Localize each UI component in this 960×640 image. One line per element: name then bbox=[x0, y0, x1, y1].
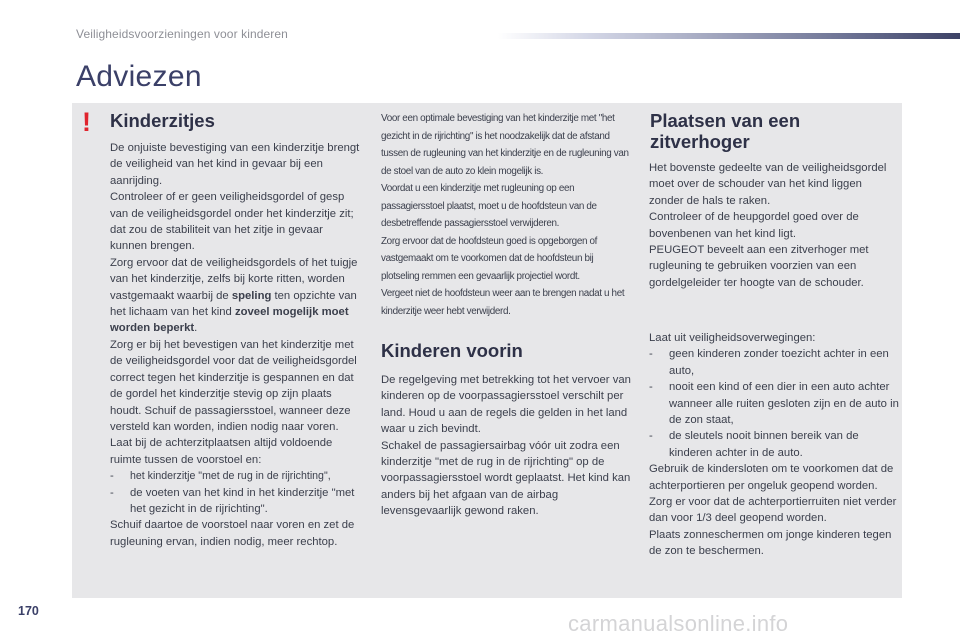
zitverhoger-column bbox=[649, 160, 899, 291]
kinderzitjes-heading: Kinderzitjes bbox=[110, 110, 215, 131]
kinderzitjes-column bbox=[110, 140, 360, 550]
kinderen-voorin-text bbox=[381, 372, 631, 520]
paragraph: Zorg er voor dat de achterportierruiten niet verder dan voor 1/3 deel geopend worden. bbox=[649, 496, 897, 525]
paragraph: Voordat u een kinderzitje met rugleuning op een passagiersstoel plaatst, moet u de hoofdsteun van de desbetreffende passagiersstoel verwijderen. bbox=[381, 183, 597, 229]
paragraph: Controleer of er geen veiligheidsgordel of gesp van de veiligheidsgordel onder het kinderzitje zit; dat zou de stabiliteit van het zitje in gevaar kunnen brengen. bbox=[110, 191, 354, 253]
paragraph: PEUGEOT beveelt aan een zitverhoger met rugleuning te gebruiken voorzien van een gordelgeleider ter hoogte van de schouder. bbox=[649, 244, 869, 289]
list-item: - de voeten van het kind in het kinderzitje "met het gezicht in de rijrichting". bbox=[110, 486, 355, 515]
paragraph: Gebruik de kindersloten om te voorkomen dat de achterportieren per ongeluk geopend worden. bbox=[649, 463, 894, 492]
list-item: - nooit een kind of een dier in een auto achter wanneer alle ruiten gesloten zijn en de auto in de zon staat, bbox=[649, 381, 899, 427]
list-item: - het kinderzitje "met de rug in de rijrichting", bbox=[110, 470, 331, 483]
paragraph: Schakel de passagiersairbag vóór uit zodra een kinderzitje "met de rug in de rijrichting" op de voorpassagiersstoel wordt geplaatst. Het kind kan anders bij het afgaan van de airbag levensgevaarlijk gewond raken. bbox=[381, 439, 631, 518]
zitverhoger-heading: Plaatsen van een zitverhoger bbox=[650, 110, 801, 152]
page-title: Adviezen bbox=[76, 60, 202, 93]
safety-column bbox=[649, 330, 899, 560]
bold-text: zoveel mogelijk moet worden beperkt bbox=[110, 306, 349, 335]
paragraph: Zorg er bij het bevestigen van het kinderzitje met de veiligheidsgordel voor dat de veiligheidsgordel correct tegen het kinderzitje is gespannen en dat de gordel het kinderzitje stevig op zijn plaats houdt. Schuif de passagiersstoel, wanneer deze versteld kan worden, indien nodig naar voren. bbox=[110, 338, 357, 433]
paragraph: Vergeet niet de hoofdsteun weer aan te brengen nadat u het kinderzitje weer hebt verwijderd. bbox=[381, 288, 625, 317]
paragraph: Laat uit veiligheidsoverwegingen: bbox=[649, 332, 816, 344]
section-header-title: Veiligheidsvoorzieningen voor kinderen bbox=[76, 27, 288, 41]
header-gradient-bar bbox=[498, 33, 960, 39]
paragraph: Schuif daartoe de voorstoel naar voren en zet de rugleuning ervan, indien nodig, meer rechtop. bbox=[110, 519, 355, 548]
paragraph: Zorg ervoor dat de hoofdsteun goed is opgeborgen of vastgemaakt om te voorkomen dat de hoofdsteun bij plotseling remmen een gevaarlijk projectiel wordt. bbox=[381, 235, 598, 282]
page-number: 170 bbox=[18, 604, 39, 618]
warning-icon: ! bbox=[82, 107, 91, 137]
paragraph: Controleer of de heupgordel goed over de bovenbenen van het kind ligt. bbox=[649, 211, 859, 240]
paragraph: Plaats zonneschermen om jonge kinderen tegen de zon te beschermen. bbox=[649, 528, 892, 558]
paragraph: Voor een optimale bevestiging van het kinderzitje met "het gezicht in de rijrichting" is het noodzakelijk dat de afstand tussen de rugleuning van het kinderzitje en de rugleuning van de stoel van de auto zo klein mogelijk is. bbox=[381, 113, 629, 177]
watermark: carmanualsonline.info bbox=[568, 611, 789, 636]
paragraph: Zorg ervoor dat de veiligheidsgordels of het tuigje van het kinderzitje, zelfs bij korte ritten, worden vastgemaakt waarbij de speling ten opzichte van het lichaam van het kind zoveel mogelijk moet worden beperkt. bbox=[110, 256, 358, 335]
paragraph: Het bovenste gedeelte van de veiligheidsgordel moet over de schouder van het kind liggen zonder de hals te raken. bbox=[649, 162, 887, 207]
paragraph: De regelgeving met betrekking tot het vervoer van kinderen op de voorpassagiersstoel verschilt per land. Houd u aan de regels die gelden in het land waar u zich bevindt. bbox=[381, 374, 631, 436]
list-item: - de sleutels nooit binnen bereik van de kinderen achter in de auto. bbox=[649, 430, 859, 459]
list-item: - geen kinderen zonder toezicht achter in een auto, bbox=[649, 348, 889, 377]
headrest-column bbox=[381, 110, 631, 320]
paragraph: De onjuiste bevestiging van een kinderzitje brengt de veiligheid van het kind in gevaar bij een aanrijding. bbox=[110, 142, 360, 187]
kinderen-voorin-heading: Kinderen voorin bbox=[381, 340, 523, 361]
paragraph: Laat bij de achterzitplaatsen altijd voldoende ruimte tussen de voorstoel en: bbox=[110, 437, 333, 466]
bold-text: speling bbox=[231, 289, 272, 302]
